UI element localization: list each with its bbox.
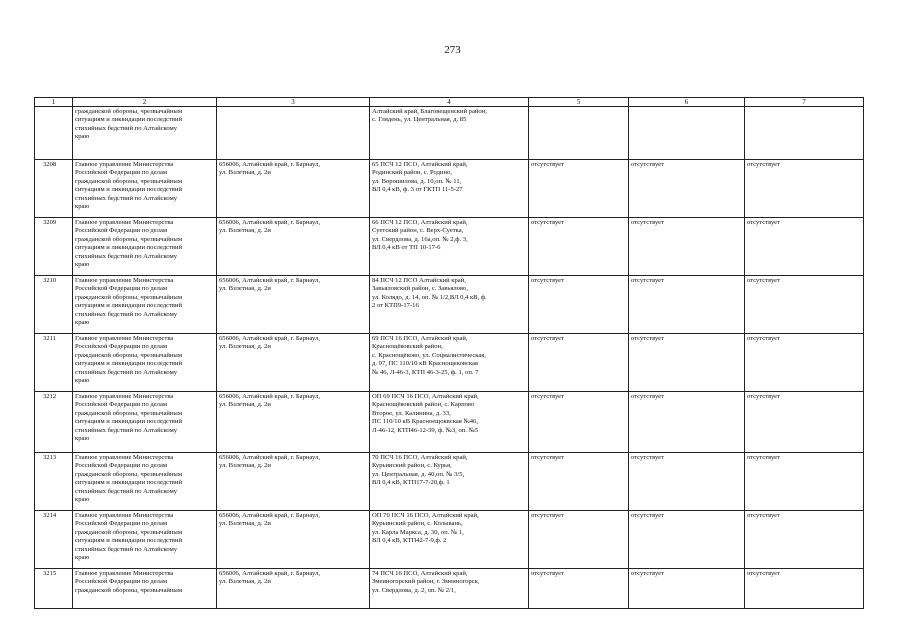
object-location-cell: [370, 453, 529, 511]
cell-line: краю: [75, 496, 90, 504]
cell-line: краю: [75, 203, 90, 211]
cell-line: 84 ПСЧ 12 ПСО Алтайский край,: [372, 277, 466, 284]
organization-cell: [73, 276, 217, 334]
c7-status-cell: отсутствует: [745, 218, 864, 276]
cell-line: ОП 69 ПСЧ 16 ПСО, Алтайский край,: [372, 393, 479, 400]
cell-line: Родинский район, с. Родино,: [372, 169, 452, 177]
organization-cell: [73, 107, 217, 160]
cell-line: ул. Взлетная, д. 2и: [219, 343, 271, 351]
cell-line: 65 ПСЧ 12 ПСО, Алтайский край,: [372, 161, 468, 168]
c7-status-cell: отсутствует: [745, 392, 864, 453]
cell-line: ул. Взлетная, д. 2и: [219, 520, 271, 528]
cell-line: стихийных бедствий по Алтайскому: [75, 545, 178, 553]
cell-line: ПС 110/10 кВ Красноещоквская №46,: [372, 418, 478, 426]
cell-line: ул. Свердлова, д. 16а,оп. № 2,ф. 3,: [372, 235, 468, 243]
organization-cell: [73, 569, 217, 609]
organization-cell: [73, 218, 217, 276]
object-location-cell: [370, 276, 529, 334]
cell-line: гражданской обороны, чрезвычайным: [75, 108, 183, 115]
cell-line: Российской Федерации по делам: [75, 578, 168, 586]
cell-line: ситуациям и ликвидации последствий: [75, 302, 183, 310]
cell-line: ситуациям и ликвидации последствий: [75, 537, 183, 545]
c7-status-cell: отсутствует: [745, 276, 864, 334]
object-location-cell: [370, 569, 529, 609]
c6-status-cell: отсутствует: [629, 453, 745, 511]
cell-line: краю: [75, 554, 90, 562]
org-address-cell: [217, 511, 370, 569]
table-row: [35, 107, 864, 160]
row-number: 3215: [35, 569, 73, 609]
c7-status-cell: отсутствует: [745, 511, 864, 569]
c6-status-cell: отсутствует: [629, 511, 745, 569]
cell-line: Краснощёковский район,: [372, 343, 443, 351]
c7-status-cell: [745, 107, 864, 160]
cell-line: краю: [75, 319, 90, 327]
cell-line: Суетский район, с. Верх-Суетка,: [372, 227, 464, 235]
row-number: 3213: [35, 453, 73, 511]
cell-line: 656006, Алтайский край, г. Барнаул,: [219, 277, 320, 284]
org-address-cell: [217, 218, 370, 276]
cell-line: ул. Свердлова, д. 2, оп. № 2/1,: [372, 586, 456, 594]
cell-line: 656006, Алтайский край, г. Барнаул,: [219, 393, 320, 400]
object-location-cell: [370, 107, 529, 160]
column-header: 7: [745, 98, 864, 107]
org-address-cell: [217, 107, 370, 160]
cell-line: Главное управление Министерства: [75, 277, 174, 284]
cell-line: № 46, Л-46-3, КТП 46-3-25, ф. 1, оп. 7: [372, 368, 479, 376]
c5-status-cell: отсутствует: [529, 392, 629, 453]
cell-line: Российской Федерации по делам: [75, 285, 168, 293]
object-location-cell: [370, 160, 529, 218]
c6-status-cell: отсутствует: [629, 569, 745, 609]
cell-line: 70 ПСЧ 16 ПСО, Алтайский край,: [372, 454, 468, 461]
row-number: 3211: [35, 334, 73, 392]
cell-line: стихийных бедствий по Алтайскому: [75, 487, 178, 495]
object-location-cell: [370, 392, 529, 453]
organization-cell: [73, 453, 217, 511]
cell-line: ситуациям и ликвидации последствий: [75, 479, 183, 487]
cell-line: гражданской обороны, чрезвычайным: [75, 586, 183, 594]
table-row: [35, 392, 864, 453]
cell-line: д. 97, ПС 110/10 кВ Краснощековская: [372, 360, 478, 368]
cell-line: гражданской обороны, чрезвычайным: [75, 528, 183, 536]
cell-line: ул. Ворошилова, д. 10,оп. № 11,: [372, 177, 462, 185]
cell-line: ОП 70 ПСЧ 16 ПСО, Алтайский край,: [372, 512, 479, 519]
c5-status-cell: отсутствует: [529, 160, 629, 218]
cell-line: 656006, Алтайский край, г. Барнаул,: [219, 161, 320, 168]
column-header: 2: [73, 98, 217, 107]
row-number: 3208: [35, 160, 73, 218]
cell-line: Российской Федерации по делам: [75, 462, 168, 470]
cell-line: ситуациям и ликвидации последствий: [75, 186, 183, 194]
column-header: 5: [529, 98, 629, 107]
cell-line: стихийных бедствий по Алтайскому: [75, 426, 178, 434]
cell-line: стихийных бедствий по Алтайскому: [75, 194, 178, 202]
c5-status-cell: [529, 107, 629, 160]
cell-line: Второе, ул. Калинина, д. 33,: [372, 409, 451, 417]
cell-line: Алтайский край, Благовещенский район,: [372, 108, 487, 115]
cell-line: 66 ПСЧ 12 ПСО, Алтайский край,: [372, 219, 468, 226]
cell-line: стихийных бедствий по Алтайскому: [75, 252, 178, 260]
cell-line: ВЛ 0,4 кВ от ТП 10-17-6: [372, 244, 441, 252]
cell-line: ВЛ 0,4 кВ, ф. 3 от ГКТП 11-5-27: [372, 186, 463, 194]
cell-line: 656006, Алтайский край, г. Барнаул,: [219, 512, 320, 519]
c7-status-cell: отсутствует: [745, 334, 864, 392]
cell-line: Главное управление Министерства: [75, 570, 174, 577]
cell-line: 74 ПСЧ 16 ПСО, Алтайский край,: [372, 570, 468, 577]
cell-line: ул. Взлетная, д. 2и: [219, 169, 271, 177]
cell-line: краю: [75, 377, 90, 385]
column-header: 3: [217, 98, 370, 107]
cell-line: ситуациям и ликвидации последствий: [75, 418, 183, 426]
c6-status-cell: [629, 107, 745, 160]
organization-cell: [73, 392, 217, 453]
cell-line: стихийных бедствий по Алтайскому: [75, 124, 178, 132]
table-row: [35, 218, 864, 276]
cell-line: гражданской обороны, чрезвычайным: [75, 470, 183, 478]
c6-status-cell: отсутствует: [629, 276, 745, 334]
cell-line: краю: [75, 133, 90, 141]
table-row: [35, 453, 864, 511]
row-number: 3212: [35, 392, 73, 453]
cell-line: гражданской обороны, чрезвычайным: [75, 409, 183, 417]
cell-line: Краснощёковский район, с. Карпово: [372, 401, 475, 409]
c7-status-cell: отсутствует: [745, 453, 864, 511]
c6-status-cell: отсутствует: [629, 218, 745, 276]
column-header: 6: [629, 98, 745, 107]
object-location-cell: [370, 511, 529, 569]
row-number: 3214: [35, 511, 73, 569]
cell-line: Российской Федерации по делам: [75, 520, 168, 528]
object-location-cell: [370, 334, 529, 392]
cell-line: Завьяловский район, с. Завьялово,: [372, 285, 468, 293]
cell-line: 656006, Алтайский край, г. Барнаул,: [219, 454, 320, 461]
c5-status-cell: отсутствует: [529, 276, 629, 334]
org-address-cell: [217, 392, 370, 453]
cell-line: ул. Взлетная, д. 2и: [219, 285, 271, 293]
object-location-cell: [370, 218, 529, 276]
cell-line: ситуациям и ликвидации последствий: [75, 360, 183, 368]
cell-line: Главное управление Министерства: [75, 512, 174, 519]
c6-status-cell: отсутствует: [629, 334, 745, 392]
table-row: [35, 276, 864, 334]
cell-line: гражданской обороны, чрезвычайным: [75, 351, 183, 359]
cell-line: гражданской обороны, чрезвычайным: [75, 293, 183, 301]
cell-line: Главное управление Министерства: [75, 454, 174, 461]
header-row: [35, 98, 864, 107]
cell-line: ул. Колядо, д. 14, оп. № 1/2,ВЛ 0,4 кВ, ф.: [372, 293, 487, 301]
cell-line: с. Глядень, ул. Центральная, д. 85: [372, 116, 467, 124]
cell-line: Российской Федерации по делам: [75, 401, 168, 409]
registry-table: [34, 97, 864, 609]
cell-line: ситуациям и ликвидации последствий: [75, 244, 183, 252]
organization-cell: [73, 160, 217, 218]
row-number: 3210: [35, 276, 73, 334]
cell-line: Курьинский район, с. Колывань,: [372, 520, 463, 528]
cell-line: Главное управление Министерства: [75, 161, 174, 168]
cell-line: ситуациям и ликвидации последствий: [75, 116, 183, 124]
page-number: 273: [444, 44, 461, 56]
cell-line: Главное управление Министерства: [75, 335, 174, 342]
cell-line: 656006, Алтайский край, г. Барнаул,: [219, 335, 320, 342]
table-row: [35, 334, 864, 392]
row-number: [35, 107, 73, 160]
organization-cell: [73, 511, 217, 569]
cell-line: Российской Федерации по делам: [75, 169, 168, 177]
c6-status-cell: отсутствует: [629, 160, 745, 218]
cell-line: 69 ПСЧ 16 ПСО, Алтайский край,: [372, 335, 468, 342]
cell-line: ул. Взлетная, д. 2и: [219, 578, 271, 586]
column-header: 4: [370, 98, 529, 107]
org-address-cell: [217, 569, 370, 609]
c7-status-cell: отсутствует: [745, 569, 864, 609]
column-header: 1: [35, 98, 73, 107]
org-address-cell: [217, 276, 370, 334]
cell-line: Л-46-12, КТП46-12-39, ф. №3, оп. №5: [372, 426, 479, 434]
cell-line: 656006, Алтайский край, г. Барнаул,: [219, 219, 320, 226]
cell-line: Главное управление Министерства: [75, 393, 174, 400]
table-row: [35, 511, 864, 569]
table-row: [35, 160, 864, 218]
cell-line: Российской Федерации по делам: [75, 227, 168, 235]
cell-line: 656006, Алтайский край, г. Барнаул,: [219, 570, 320, 577]
cell-line: ВЛ 0,4 кВ, КТП42-7-9,ф. 2: [372, 537, 447, 545]
cell-line: ул. Центральная, д. 40,оп. № 3/5,: [372, 470, 465, 478]
c5-status-cell: отсутствует: [529, 569, 629, 609]
c5-status-cell: отсутствует: [529, 334, 629, 392]
cell-line: ул. Карла Маркса, д. 30, оп. № 1,: [372, 528, 464, 536]
c7-status-cell: отсутствует: [745, 160, 864, 218]
org-address-cell: [217, 453, 370, 511]
cell-line: ул. Взлетная, д. 2и: [219, 401, 271, 409]
cell-line: Главное управление Министерства: [75, 219, 174, 226]
cell-line: 2 от КТП9-17-16: [372, 302, 419, 310]
cell-line: ул. Взлетная, д. 2и: [219, 227, 271, 235]
cell-line: стихийных бедствий по Алтайскому: [75, 368, 178, 376]
cell-line: Российской Федерации по делам: [75, 343, 168, 351]
cell-line: Курьинский район, с. Курья,: [372, 462, 452, 470]
org-address-cell: [217, 334, 370, 392]
cell-line: ВЛ 0,4 кВ, КТП17-7-20,ф. 1: [372, 479, 450, 487]
c5-status-cell: отсутствует: [529, 218, 629, 276]
c5-status-cell: отсутствует: [529, 511, 629, 569]
cell-line: ул. Взлетная, д. 2и: [219, 462, 271, 470]
cell-line: гражданской обороны, чрезвычайным: [75, 177, 183, 185]
org-address-cell: [217, 160, 370, 218]
c5-status-cell: отсутствует: [529, 453, 629, 511]
c6-status-cell: отсутствует: [629, 392, 745, 453]
cell-line: Змеиногорский район, г. Змеиногорск,: [372, 578, 480, 586]
row-number: 3209: [35, 218, 73, 276]
organization-cell: [73, 334, 217, 392]
table-row: [35, 569, 864, 609]
cell-line: гражданской обороны, чрезвычайным: [75, 235, 183, 243]
cell-line: краю: [75, 261, 90, 269]
cell-line: стихийных бедствий по Алтайскому: [75, 310, 178, 318]
cell-line: краю: [75, 435, 90, 443]
cell-line: с. Краснощёково, ул. Социалистическая,: [372, 351, 486, 359]
